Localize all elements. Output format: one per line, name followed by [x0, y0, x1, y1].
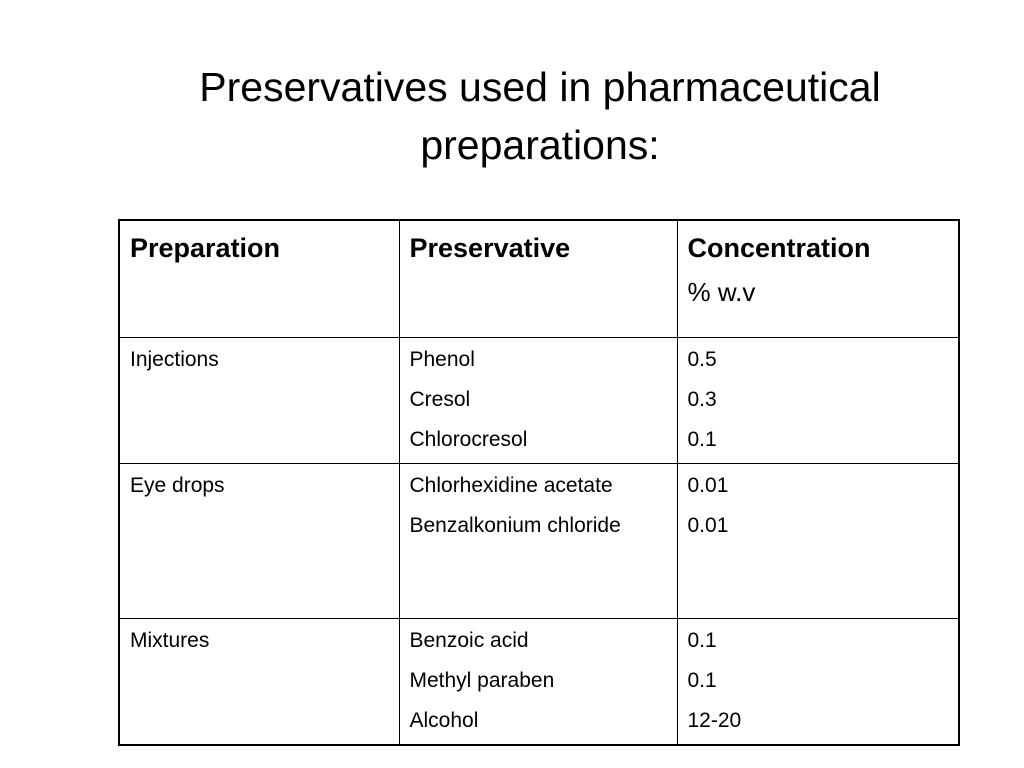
- header-preservative: [399, 220, 677, 337]
- preservative-name: Chlorhexidine acetate: [409, 473, 613, 497]
- cell-preservative: [399, 463, 677, 618]
- header-preservative-label: Preservative: [409, 233, 571, 263]
- cell-preparation: [119, 337, 399, 463]
- header-preparation-label: Preparation: [130, 233, 281, 263]
- preparation-name: Eye drops: [130, 473, 225, 497]
- cell-preparation: [119, 463, 399, 618]
- preservative-name: Alcohol: [409, 708, 479, 732]
- cell-concentration: [677, 463, 959, 618]
- concentration-value: 0.01: [687, 473, 729, 497]
- header-concentration: [677, 220, 959, 337]
- slide-title: [130, 58, 950, 174]
- preparation-name: Mixtures: [130, 628, 210, 652]
- preservatives-table: [118, 219, 960, 746]
- cell-concentration: [677, 618, 959, 745]
- concentration-value: 0.1: [687, 668, 717, 692]
- preservative-name: Methyl paraben: [409, 668, 555, 692]
- concentration-value: 0.5: [687, 347, 717, 371]
- cell-preservative: [399, 618, 677, 745]
- concentration-value: 0.1: [687, 427, 717, 451]
- cell-preparation: [119, 618, 399, 745]
- slide-title-line-1: Preservatives used in pharmaceutical: [199, 64, 881, 110]
- preservative-name: Phenol: [409, 347, 475, 371]
- preservative-name: Benzoic acid: [409, 628, 529, 652]
- table-row: [119, 618, 959, 745]
- concentration-value: 0.1: [687, 628, 717, 652]
- preservative-name: Cresol: [409, 387, 471, 411]
- preservative-name: Chlorocresol: [409, 427, 528, 451]
- header-concentration-unit: % w.v: [687, 277, 756, 307]
- header-concentration-label: Concentration: [687, 233, 871, 263]
- preparation-name: Injections: [130, 347, 219, 371]
- preservative-name: Benzalkonium chloride: [409, 513, 621, 537]
- table-row: [119, 337, 959, 463]
- cell-preservative: [399, 337, 677, 463]
- table-row: [119, 463, 959, 618]
- header-preparation: [119, 220, 399, 337]
- concentration-value: 0.01: [687, 513, 729, 537]
- concentration-value: 12-20: [687, 708, 742, 732]
- slide-title-line-2: preparations:: [420, 122, 660, 168]
- concentration-value: 0.3: [687, 387, 717, 411]
- table-header-row: [119, 220, 959, 337]
- cell-concentration: [677, 337, 959, 463]
